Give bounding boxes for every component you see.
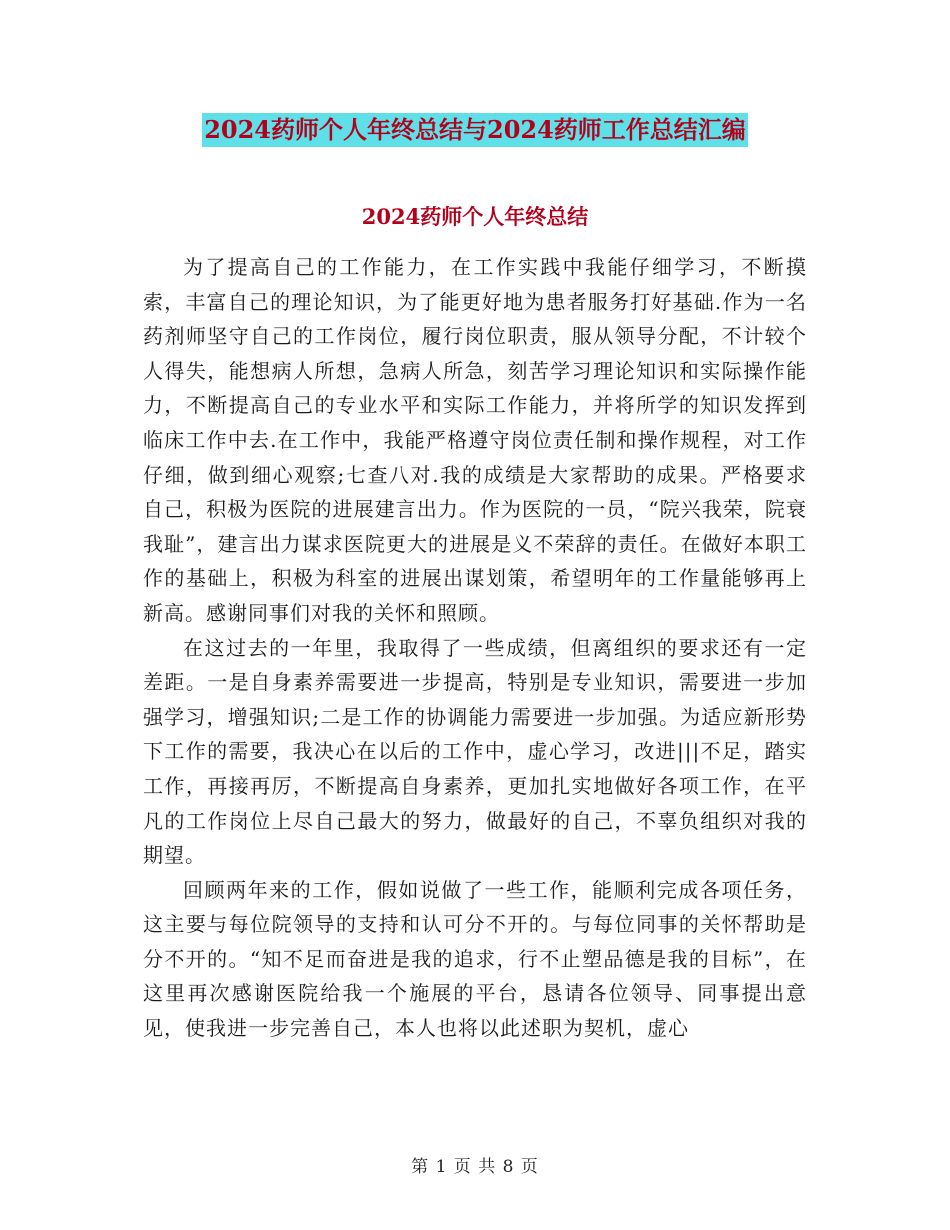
- document-title-text: 2024药师个人年终总结与2024药师工作总结汇编: [202, 113, 748, 147]
- paragraph: 在这过去的一年里，我取得了一些成绩，但离组织的要求还有一定差距。一是自身素养需要进一步提高，特别是专业知识，需要进一步加强学习，增强知识;二是工作的协调能力需要进一步加强。为适应新形势下工作的需要，我决心在以后的工作中，虚心学习，改进|||不足，踏实工作，再接再厉，不断提高自身素养，更加扎实地做好各项工作，在平凡的工作岗位上尽自己最大的努力，做最好的自己，不辜负组织对我的期望。: [143, 635, 807, 868]
- document-title: [0, 113, 950, 150]
- paragraph: 回顾两年来的工作，假如说做了一些工作，能顺利完成各项任务，这主要与每位院领导的支持和认可分不开的。与每位同事的关怀帮助是分不开的。“知不足而奋进是我的追求，行不止塑品德是我的目标”，在这里再次感谢医院给我一个施展的平台，恳请各位领导、同事提出意见，使我进一步完善自己，本人也将以此述职为契机，虚心: [143, 877, 807, 1041]
- paragraph: 为了提高自己的工作能力，在工作实践中我能仔细学习，不断摸索，丰富自己的理论知识，为了能更好地为患者服务打好基础.作为一名药剂师坚守自己的工作岗位，履行岗位职责，服从领导分配，不计较个人得失，能想病人所想，急病人所急，刻苦学习理论知识和实际操作能力，不断提高自己的专业水平和实际工作能力，并将所学的知识发挥到临床工作中去.在工作中，我能严格遵守岗位责任制和操作规程，对工作仔细，做到细心观察;七查八对.我的成绩是大家帮助的成果。严格要求自己，积极为医院的进展建言出力。作为医院的一员，“院兴我荣，院衰我耻”，建言出力谋求医院更大的进展是义不荣辞的责任。在做好本职工作的基础上，积极为科室的进展出谋划策，希望明年的工作量能够再上新高。感谢同事们对我的关怀和照顾。: [143, 255, 807, 625]
- document-body: [143, 250, 807, 1046]
- page-footer: 第 1 页 共 8 页: [411, 1157, 539, 1177]
- section-heading: 2024药师个人年终总结: [361, 204, 589, 229]
